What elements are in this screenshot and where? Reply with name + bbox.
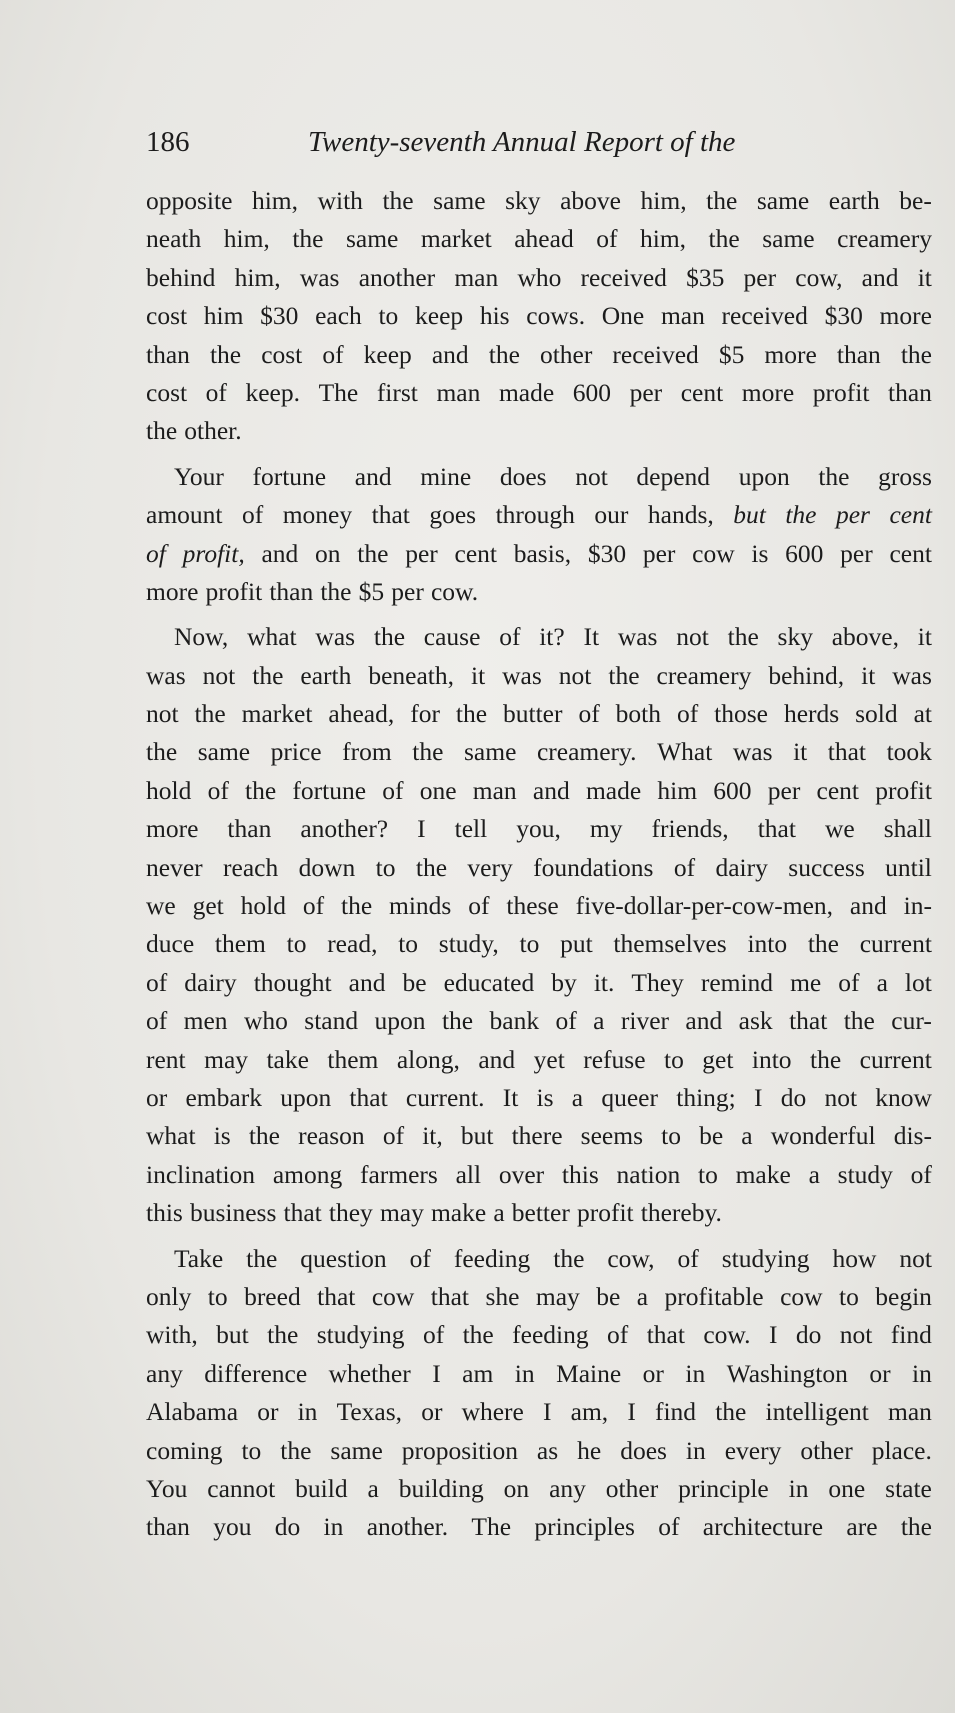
text-line: or embark upon that current. It is a queer thing; I do not know xyxy=(146,1082,932,1112)
text-line: the other. xyxy=(146,416,242,446)
paragraph xyxy=(146,1240,932,1547)
text-line: of dairy thought and be educated by it. They remind me of a lot xyxy=(146,967,932,997)
text-line: any difference whether I am in Maine or in Washington or in xyxy=(146,1358,932,1388)
running-title: Twenty-seventh Annual Report of the xyxy=(308,126,736,158)
paragraph xyxy=(146,182,932,451)
body-text xyxy=(146,182,932,1547)
text-line: was not the earth beneath, it was not the creamery behind, it was xyxy=(146,660,932,690)
text-line: amount of money that goes through our hands, but the per cent xyxy=(146,500,932,530)
text-line: coming to the same proposition as he does in every other place. xyxy=(146,1435,932,1465)
text-line: opposite him, with the same sky above him, the same earth be- xyxy=(146,186,932,215)
text-line: Now, what was the cause of it? It was not the sky above, it xyxy=(174,622,932,652)
text-line: than you do in another. The principles of architecture are the xyxy=(146,1512,932,1542)
text-line: not the market ahead, for the butter of both of those herds sold at xyxy=(146,699,932,729)
text-line: only to breed that cow that she may be a profitable cow to begin xyxy=(146,1281,932,1311)
text-line: Take the question of feeding the cow, of studying how not xyxy=(174,1243,932,1273)
text-line: more profit than the $5 per cow. xyxy=(146,576,479,606)
text-line: we get hold of the minds of these five-dollar-per-cow-men, and in- xyxy=(146,891,932,921)
paragraph xyxy=(146,618,932,1232)
text-line: the same price from the same creamery. What was it that took xyxy=(146,737,932,767)
text-line: rent may take them along, and yet refuse to get into the current xyxy=(146,1044,932,1074)
text-line: never reach down to the very foundations of dairy success until xyxy=(146,852,932,882)
page-header xyxy=(146,122,926,162)
text-line: of profit, and on the per cent basis, $30 per cow is 600 per cent xyxy=(146,538,932,568)
text-line: of men who stand upon the bank of a river and ask that the cur- xyxy=(146,1006,932,1036)
text-line: with, but the studying of the feeding of that cow. I do not find xyxy=(146,1320,932,1350)
text-line: this business that they may make a better profit thereby. xyxy=(146,1198,722,1228)
text-line: cost of keep. The first man made 600 per cent more profit than xyxy=(146,377,932,407)
text-line: Alabama or in Texas, or where I am, I find the intelligent man xyxy=(146,1397,932,1427)
text-line: behind him, was another man who received $35 per cow, and it xyxy=(146,262,932,292)
page-number: 186 xyxy=(146,126,190,158)
paragraph xyxy=(146,458,932,612)
text-line: Your fortune and mine does not depend upon the gross xyxy=(174,461,932,491)
text-line: You cannot build a building on any other principle in one state xyxy=(146,1473,932,1503)
text-line: than the cost of keep and the other received $5 more than the xyxy=(146,339,932,369)
text-line: what is the reason of it, but there seems to be a wonderful dis- xyxy=(146,1121,932,1151)
text-line: duce them to read, to study, to put themselves into the current xyxy=(146,929,932,959)
text-line: more than another? I tell you, my friends, that we shall xyxy=(146,814,932,844)
text-line: neath him, the same market ahead of him, the same creamery xyxy=(146,224,932,254)
text-line: cost him $30 each to keep his cows. One man received $30 more xyxy=(146,301,932,331)
text-line: inclination among farmers all over this nation to make a study of xyxy=(146,1159,932,1189)
text-line: hold of the fortune of one man and made him 600 per cent profit xyxy=(146,775,932,805)
